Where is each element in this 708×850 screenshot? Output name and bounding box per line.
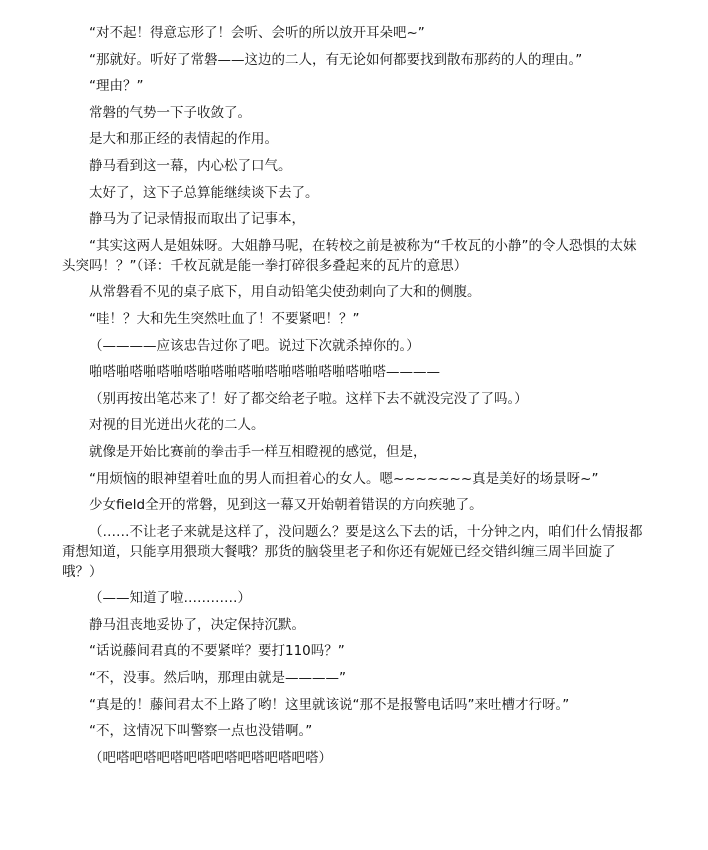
paragraph-12: （————应该忠告过你了吧。说过下次就杀掉你的。） <box>89 337 420 354</box>
paragraph-20: （——知道了啦…………） <box>89 590 251 607</box>
paragraph-24: “真是的！藤间君太不上路了哟！这里就该说“那不是报警电话吗”来吐槽才行呀。” <box>89 696 570 713</box>
paragraph-14: （别再按出笔芯来了！好了都交给老子啦。这样下去不就没完没了了吗。） <box>89 390 528 407</box>
paragraph-10: 从常磐看不见的桌子底下，用自动铅笔尖使劲刺向了大和的侧腹。 <box>89 284 481 301</box>
paragraph-22: “话说藤间君真的不要紧咩？要打110吗？” <box>89 643 345 660</box>
paragraph-9: “其实这两人是姐妹呀。大姐静马呢，在转校之前是被称为“千枚瓦的小静”的令人恐惧的太妹头突吗！？”（译：千枚瓦就是能一拳打碎很多叠起来的瓦片的意思） <box>62 237 637 274</box>
paragraph-23: “不，没事。然后呐，那理由就是————” <box>89 670 346 687</box>
paragraph-19: （……不让老子来就是这样了，没问题么？要是这么下去的话，十分钟之内，咱们什么情报都甭想知道，只能享用猥琐大餐哦？那货的脑袋里老子和你还有妮娅已经交错纠缠三周半回旋了哦？） <box>62 523 643 580</box>
paragraph-21: 静马沮丧地妥协了，决定保持沉默。 <box>89 616 305 633</box>
paragraph-4: 常磐的气势一下子收敛了。 <box>89 104 251 121</box>
paragraph-18: 少女field全开的常磐，见到这一幕又开始朝着错误的方向疾驰了。 <box>89 497 483 514</box>
paragraph-13: 啪嗒啪嗒啪嗒啪嗒啪嗒啪嗒啪嗒啪嗒啪嗒啪嗒啪嗒———— <box>89 364 440 381</box>
paragraph-3: “理由？” <box>89 78 144 95</box>
paragraph-1: “对不起！得意忘形了！会听、会听的所以放开耳朵吧~” <box>89 25 425 41</box>
paragraph-15: 对视的目光迸出火花的二人。 <box>89 417 265 434</box>
paragraph-26: （吧嗒吧嗒吧嗒吧嗒吧嗒吧嗒吧嗒吧嗒） <box>89 749 332 766</box>
paragraph-11: “哇！？大和先生突然吐血了！不要紧吧！？” <box>89 310 360 327</box>
paragraph-6: 静马看到这一幕，内心松了口气。 <box>89 157 292 174</box>
paragraph-16: 就像是开始比赛前的拳击手一样互相瞪视的感觉，但是， <box>89 443 427 460</box>
paragraph-7: 太好了，这下子总算能继续谈下去了。 <box>89 184 319 201</box>
paragraph-5: 是大和那正经的表情起的作用。 <box>89 131 278 148</box>
paragraph-8: 静马为了记录情报而取出了记事本， <box>89 211 305 228</box>
paragraph-17: “用烦恼的眼神望着吐血的男人而担着心的女人。嗯~~~~~~~真是美好的场景呀~” <box>89 470 599 487</box>
paragraph-25: “不，这情况下叫警察一点也没错啊。” <box>89 723 313 740</box>
paragraph-2: “那就好。听好了常磐——这边的二人，有无论如何都要找到散布那药的人的理由。” <box>89 51 583 68</box>
